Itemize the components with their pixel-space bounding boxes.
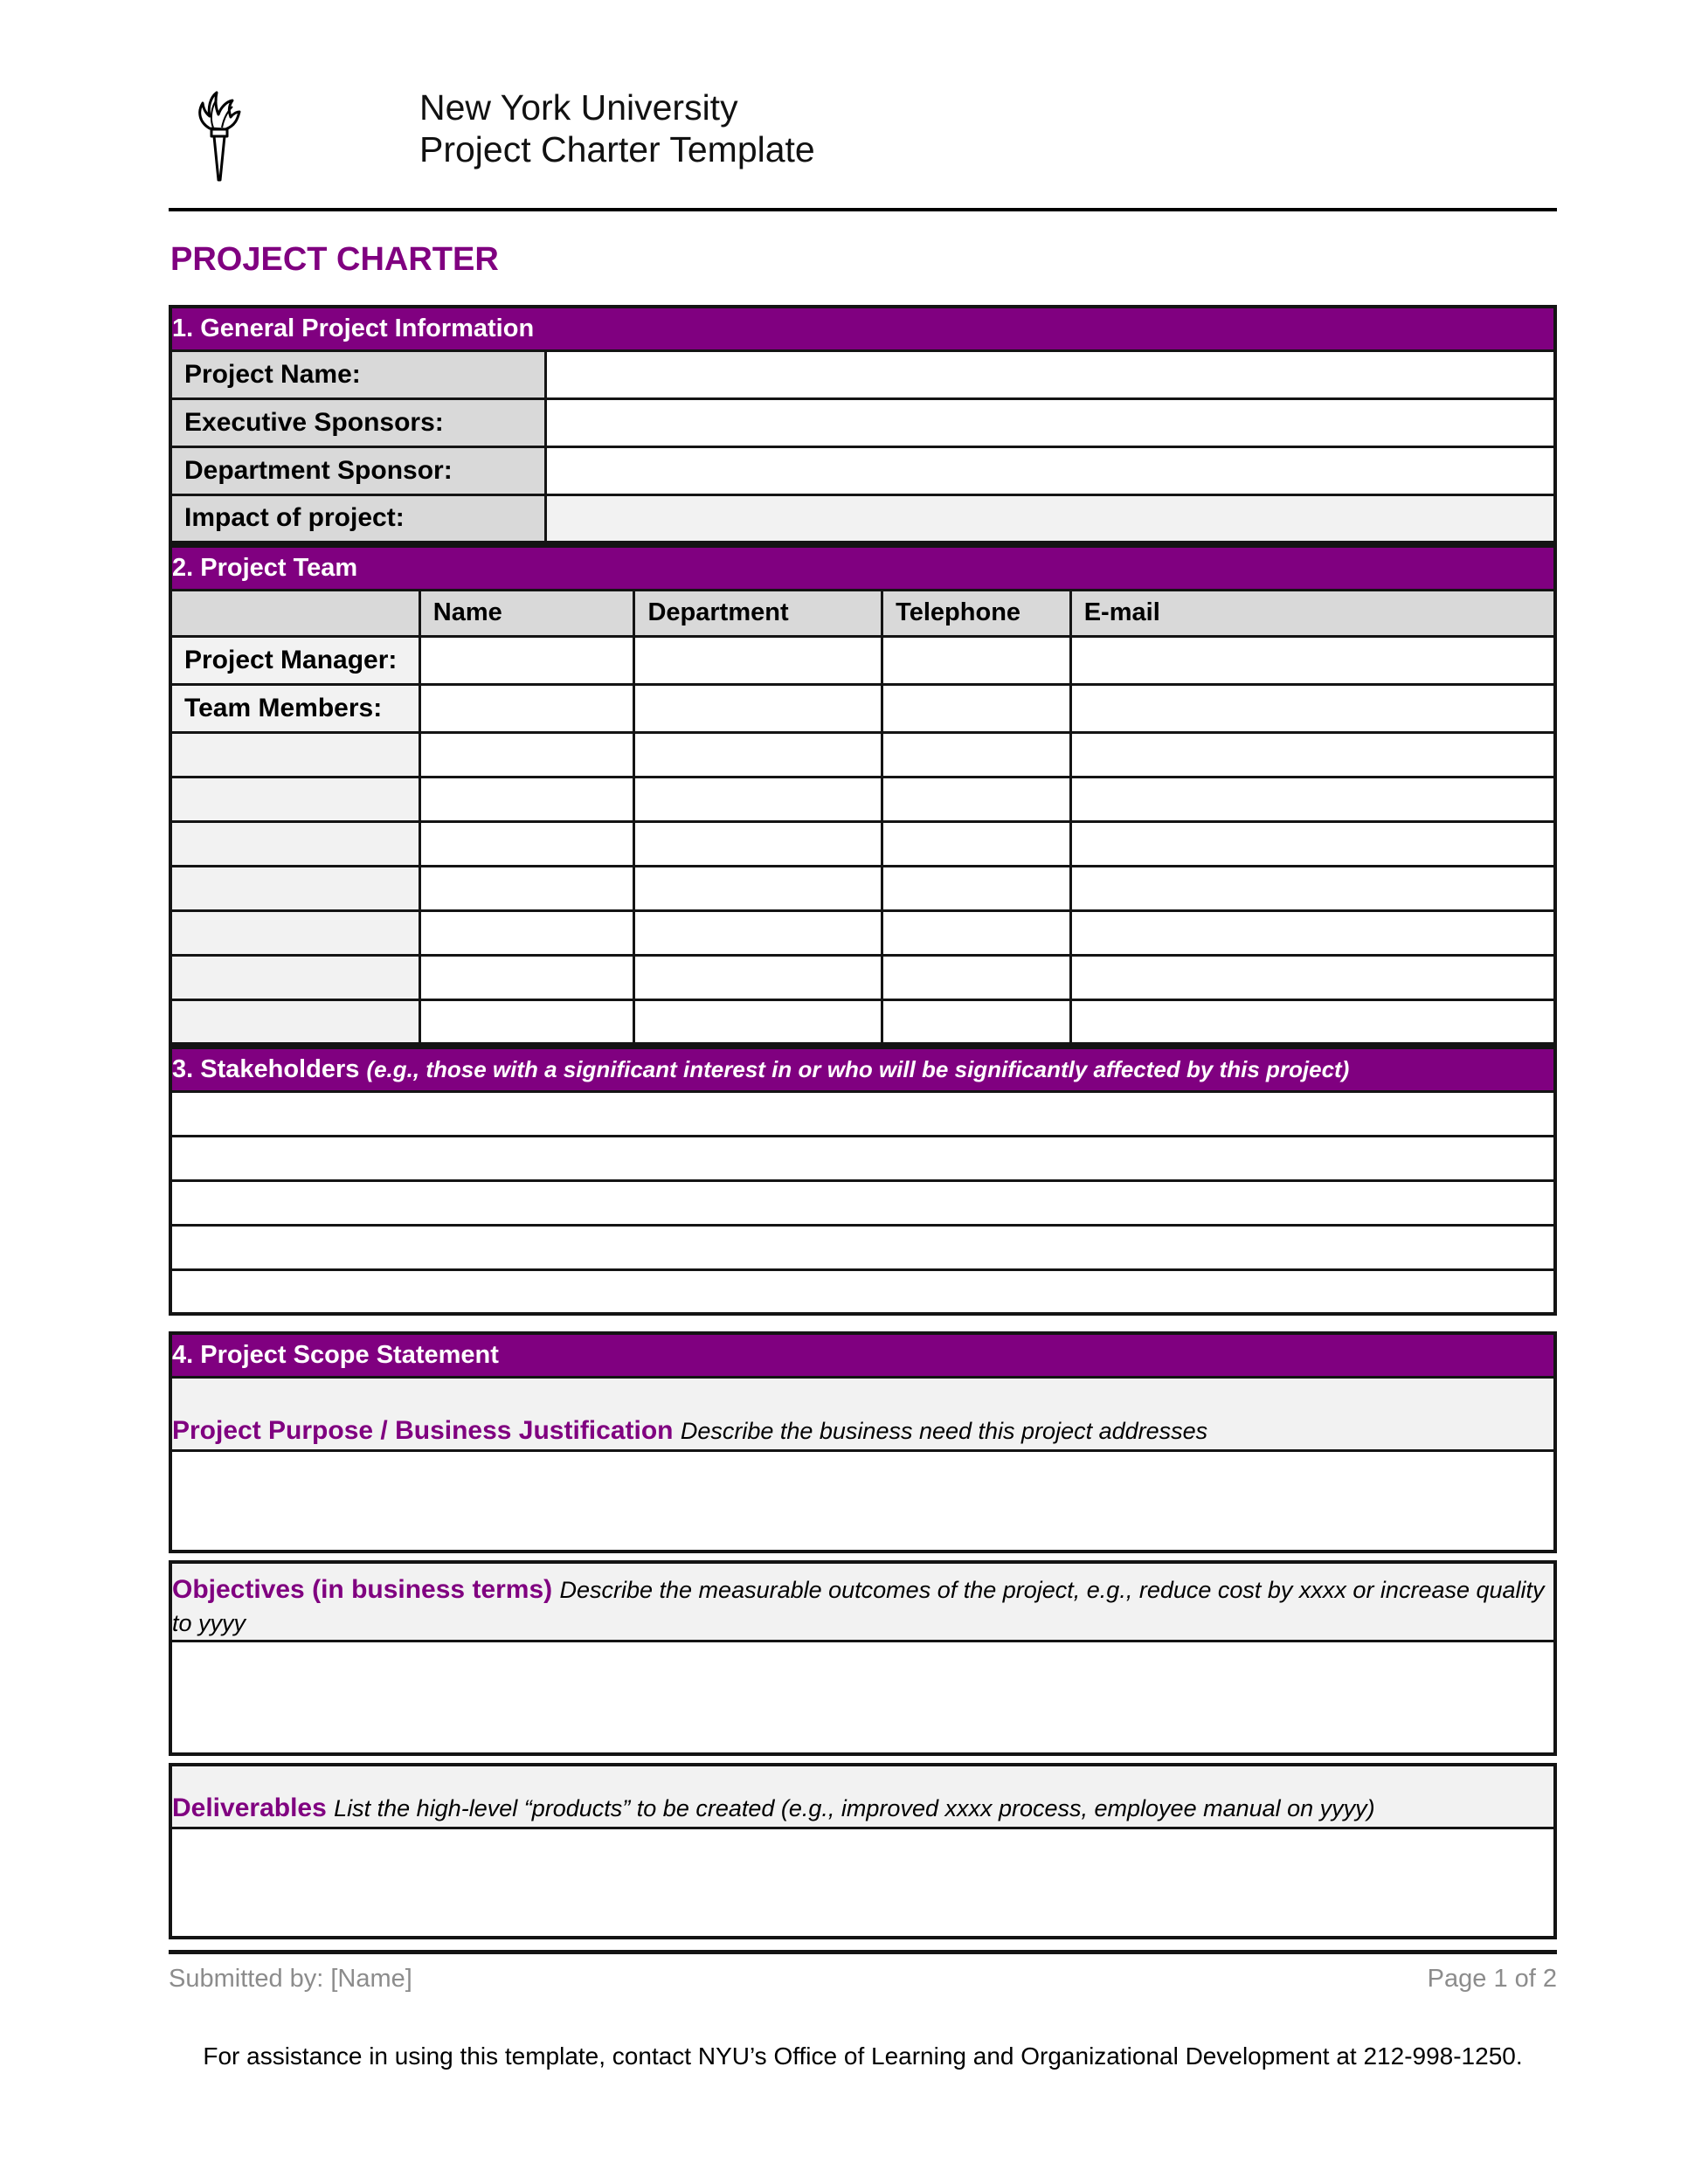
scope-deliverables-table: [169, 1763, 1557, 1939]
team-blank-cell[interactable]: [634, 821, 882, 866]
project-manager-row: [170, 636, 1555, 684]
section-heading-stakeholders-label: [170, 1047, 1555, 1091]
team-member-email-cell[interactable]: [1070, 684, 1555, 732]
section-heading-team-label: 2. Project Team: [170, 546, 1555, 590]
column-header-department: Department: [634, 590, 882, 636]
field-row-department-sponsor: [170, 446, 1555, 494]
stakeholders-heading: 3. Stakeholders: [172, 1054, 367, 1083]
team-blank-cell[interactable]: [419, 777, 634, 821]
submitted-by: Submitted by: [Name]: [169, 1965, 412, 1993]
field-row-impact-of-project: [170, 494, 1555, 543]
team-blank-cell[interactable]: [1070, 732, 1555, 777]
team-member-department-cell[interactable]: [634, 684, 882, 732]
project-name-label: Project Name:: [170, 350, 546, 398]
stakeholder-row: [170, 1180, 1555, 1225]
team-blank-cell[interactable]: [882, 910, 1071, 955]
team-blank-cell[interactable]: [1070, 777, 1555, 821]
team-blank-cell[interactable]: [634, 866, 882, 910]
team-blank-cell[interactable]: [419, 866, 634, 910]
executive-sponsors-input-cell[interactable]: [546, 398, 1555, 446]
assistance-note: For assistance in using this template, contact NYU’s Office of Learning and Organizational Development at 212-998-1250.: [203, 2042, 1523, 2070]
general-info-table: [169, 305, 1557, 544]
objectives-label: Objectives (in business terms): [172, 1574, 560, 1604]
department-sponsor-label: Department Sponsor:: [170, 446, 546, 494]
scope-purpose-table: [169, 1331, 1557, 1553]
stakeholder-input-cell[interactable]: [170, 1180, 1555, 1225]
objectives-input-area[interactable]: [170, 1641, 1555, 1754]
team-blank-row: [170, 955, 1555, 999]
project-manager-telephone-cell[interactable]: [882, 636, 1071, 684]
team-blank-label-cell[interactable]: [170, 821, 419, 866]
project-name-input-cell[interactable]: [546, 350, 1555, 398]
team-blank-label-cell[interactable]: [170, 955, 419, 999]
section-heading-scope-label: 4. Project Scope Statement: [170, 1333, 1555, 1377]
team-blank-cell[interactable]: [882, 821, 1071, 866]
project-manager-label: Project Manager:: [170, 636, 419, 684]
impact-of-project-label: Impact of project:: [170, 494, 546, 543]
stakeholder-input-cell[interactable]: [170, 1225, 1555, 1269]
deliverables-label: Deliverables: [172, 1794, 335, 1822]
stakeholder-row: [170, 1091, 1555, 1136]
purpose-label-row: [170, 1377, 1555, 1450]
column-header-email: E-mail: [1070, 590, 1555, 636]
footer-row: [169, 1965, 1557, 1994]
section-heading-scope: [170, 1333, 1555, 1377]
project-manager-name-cell[interactable]: [419, 636, 634, 684]
team-blank-cell[interactable]: [634, 732, 882, 777]
team-blank-label-cell[interactable]: [170, 866, 419, 910]
column-header-telephone: Telephone: [882, 590, 1071, 636]
executive-sponsors-label: Executive Sponsors:: [170, 398, 546, 446]
team-blank-label-cell[interactable]: [170, 910, 419, 955]
page-title: PROJECT CHARTER: [170, 241, 499, 278]
purpose-input-row: [170, 1450, 1555, 1552]
deliverables-input-row: [170, 1828, 1555, 1938]
team-blank-cell[interactable]: [419, 955, 634, 999]
team-member-name-cell[interactable]: [419, 684, 634, 732]
header-rule: [169, 208, 1557, 211]
project-manager-department-cell[interactable]: [634, 636, 882, 684]
section-heading-general: [170, 307, 1555, 350]
team-blank-label-cell[interactable]: [170, 777, 419, 821]
column-header-name: Name: [419, 590, 634, 636]
project-manager-email-cell[interactable]: [1070, 636, 1555, 684]
doc-subtitle: Project Charter Template: [419, 128, 815, 169]
department-sponsor-input-cell[interactable]: [546, 446, 1555, 494]
org-name: New York University: [419, 87, 738, 128]
team-blank-label-cell[interactable]: [170, 999, 419, 1044]
deliverables-label-row: [170, 1765, 1555, 1828]
stakeholder-row: [170, 1269, 1555, 1314]
team-blank-cell[interactable]: [882, 777, 1071, 821]
team-blank-cell[interactable]: [634, 777, 882, 821]
team-blank-row: [170, 821, 1555, 866]
team-blank-row: [170, 866, 1555, 910]
deliverables-input-area[interactable]: [170, 1828, 1555, 1938]
team-blank-cell[interactable]: [882, 955, 1071, 999]
team-blank-cell[interactable]: [1070, 866, 1555, 910]
footer-rule: [169, 1950, 1557, 1954]
team-blank-cell[interactable]: [634, 955, 882, 999]
team-members-row: [170, 684, 1555, 732]
team-blank-cell[interactable]: [419, 910, 634, 955]
document-header: [169, 0, 1557, 185]
team-blank-cell[interactable]: [1070, 821, 1555, 866]
impact-of-project-input-cell[interactable]: [546, 494, 1555, 543]
stakeholder-input-cell[interactable]: [170, 1136, 1555, 1180]
team-blank-row: [170, 910, 1555, 955]
stakeholder-row: [170, 1136, 1555, 1180]
team-blank-row: [170, 999, 1555, 1044]
page-number: Page 1 of 2: [1427, 1965, 1557, 1993]
team-blank-cell[interactable]: [882, 999, 1071, 1044]
section-heading-general-label: 1. General Project Information: [170, 307, 1555, 350]
field-row-project-name: [170, 350, 1555, 398]
team-blank-cell[interactable]: [419, 821, 634, 866]
purpose-label: Project Purpose / Business Justification: [172, 1416, 681, 1445]
team-blank-cell[interactable]: [882, 866, 1071, 910]
stakeholders-heading-note: (e.g., those with a significant interest in or who will be significantly affected by this project): [366, 1055, 1350, 1082]
team-blank-cell[interactable]: [634, 910, 882, 955]
objectives-input-row: [170, 1641, 1555, 1754]
team-blank-cell[interactable]: [1070, 999, 1555, 1044]
field-row-executive-sponsors: [170, 398, 1555, 446]
team-blank-cell[interactable]: [1070, 955, 1555, 999]
section-heading-team: [170, 546, 1555, 590]
team-blank-row: [170, 777, 1555, 821]
team-column-header-row: [170, 590, 1555, 636]
team-blank-cell[interactable]: [419, 732, 634, 777]
nyu-torch-logo: [192, 87, 243, 185]
stakeholders-table: [169, 1046, 1557, 1316]
stakeholder-input-cell[interactable]: [170, 1269, 1555, 1314]
scope-objectives-table: [169, 1560, 1557, 1756]
stakeholder-row: [170, 1225, 1555, 1269]
team-blank-cell[interactable]: [882, 732, 1071, 777]
purpose-input-area[interactable]: [170, 1450, 1555, 1552]
section-heading-stakeholders: [170, 1047, 1555, 1091]
header-title-block: [419, 87, 815, 171]
project-team-table: [169, 544, 1557, 1046]
purpose-description: Describe the business need this project addresses: [680, 1418, 1208, 1444]
team-blank-cell[interactable]: [419, 999, 634, 1044]
objectives-description: Describe the measurable outcomes of the project, e.g., reduce cost by xxxx or increase quality to yyyy: [172, 1576, 1545, 1637]
team-member-telephone-cell[interactable]: [882, 684, 1071, 732]
team-blank-row: [170, 732, 1555, 777]
deliverables-description: List the high-level “products” to be created (e.g., improved xxxx process, employee manual on yyyy): [334, 1795, 1375, 1821]
team-blank-cell[interactable]: [1070, 910, 1555, 955]
stakeholder-input-cell[interactable]: [170, 1091, 1555, 1136]
team-members-label: Team Members:: [170, 684, 419, 732]
team-blank-label-cell[interactable]: [170, 732, 419, 777]
objectives-label-row: [170, 1562, 1555, 1641]
column-header-blank: [170, 590, 419, 636]
team-blank-cell[interactable]: [634, 999, 882, 1044]
